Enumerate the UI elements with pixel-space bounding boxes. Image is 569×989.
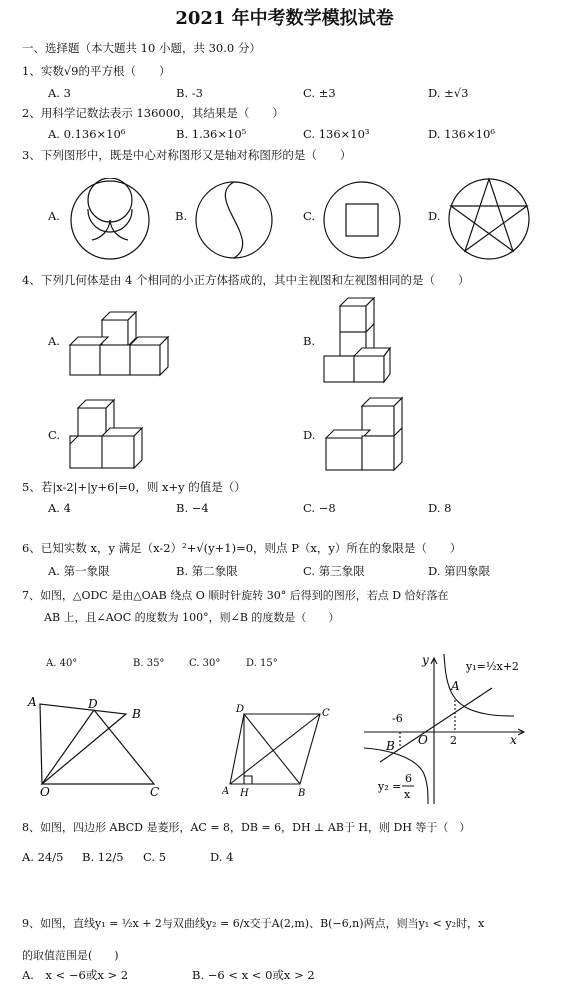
q6-option-a: A. 第一象限 [48,564,110,578]
graph-label-origin: O [418,733,428,747]
q4-figure-a [68,305,176,377]
q4-figure-d [322,396,408,474]
graph-label-neg6: -6 [392,712,403,725]
q2-option-c: C. 136×10³ [303,127,370,141]
q9-option-a: A. x < −6或x > 2 [22,968,129,982]
section-heading: 一、选择题（本大题共 10 小题，共 30.0 分） [22,41,261,55]
q5-option-d: D. 8 [428,501,452,515]
page-title: 2021 年中考数学模拟试卷 [175,8,394,29]
q7-option-b: B. 35° [133,658,165,669]
q6-option-b: B. 第二象限 [176,564,238,578]
q4-figure-c [66,398,152,474]
rhombus-label-b: B [298,788,306,798]
graph-label-y2-den: x [404,788,411,801]
q6-stem: 6、已知实数 x，y 满足（x-2）²+√(y+1)=0，则点 P（x，y）所在的象限是（ ） [22,541,462,555]
graph-label-a: A [451,679,460,693]
q1-option-b: B. -3 [176,86,203,100]
q5-option-b: B. −4 [176,501,209,515]
q8-option-b: B. 12/5 [82,850,124,864]
q7-stem-line1: 7、如图，△ODC 是由△OAB 绕点 O 顺时针旋转 30° 后得到的图形，若点 D 恰好落在 [22,589,449,602]
graph-label-2: 2 [450,734,457,747]
rhombus-figure [222,700,340,798]
q4-stem: 4、下列几何体是由 4 个相同的小正方体搭成的，其中主视图和左视图相同的是（ ） [22,273,470,287]
q3-figure-d [447,174,531,262]
tri-label-c: C [150,785,160,798]
q2-option-a: A. 0.136×10⁶ [48,127,126,141]
q4-label-b: B. [303,334,316,348]
q1-stem: 1、实数√9的平方根（ ） [22,64,171,78]
rotation-triangle-figure [22,692,172,798]
q9-stem-line1: 9、如图，直线y₁ = ½x + 2与双曲线y₂ = 6/x交于A(2,m)、B(−6,n)两点，则当y₁ < y₂时，x [22,917,485,930]
q3-label-a: A. [48,209,60,223]
q3-stem: 3、下列图形中，既是中心对称图形又是轴对称图形的是（ ） [22,148,352,162]
rhombus-label-c: C [322,708,330,719]
rhombus-label-d: D [236,704,245,715]
q8-stem: 8、如图，四边形 ABCD 是菱形，AC = 8，DB = 6，DH ⊥ AB于 H，则 DH 等于（ ） [22,821,471,834]
q9-option-b: B. −6 < x < 0或x > 2 [192,968,315,982]
q5-option-a: A. 4 [48,501,71,515]
q3-figure-c [322,178,404,262]
tri-label-b: B [132,707,141,721]
q3-label-d: D. [428,209,441,223]
q5-option-c: C. −8 [303,501,336,515]
function-graph-figure [360,650,532,810]
graph-label-y: y [422,653,429,667]
q5-stem: 5、若|x-2|+|y+6|=0，则 x+y 的值是（） [22,480,246,494]
q6-option-d: D. 第四象限 [428,564,491,578]
graph-label-x: x [510,733,517,747]
q7-option-a: A. 40° [46,658,78,669]
q6-option-c: C. 第三象限 [303,564,365,578]
q8-option-d: D. 4 [210,850,234,864]
q2-option-d: D. 136×10⁶ [428,127,495,141]
q4-label-c: C. [48,428,61,442]
q2-stem: 2、用科学记数法表示 136000，其结果是（ ） [22,106,284,120]
q1-option-d: D. ±√3 [428,86,469,100]
q3-figure-b [194,178,276,262]
q7-stem-line2: AB 上，且∠AOC 的度数为 100°，则∠B 的度数是（ ） [44,611,340,624]
q4-figure-b [320,296,392,386]
q3-label-c: C. [303,209,316,223]
graph-label-y1: y₁=½x+2 [466,660,519,673]
q8-option-a: A. 24/5 [22,850,64,864]
tri-label-d: D [88,697,98,711]
q2-option-b: B. 1.36×10⁵ [176,127,247,141]
q4-label-d: D. [303,428,316,442]
tri-label-a: A [28,695,37,709]
graph-label-b: B [386,739,395,753]
rhombus-label-h: H [240,788,249,798]
q3-label-b: B. [175,209,188,223]
graph-label-y2-lhs: y₂ = [378,780,402,793]
q1-option-a: A. 3 [48,86,71,100]
rhombus-label-a: A [222,786,230,797]
q1-option-c: C. ±3 [303,86,336,100]
q9-stem-line2: 的取值范围是( ) [22,949,119,962]
q7-option-d: D. 15° [246,658,278,669]
q3-figure-a [68,178,152,262]
q8-option-c: C. 5 [143,850,167,864]
tri-label-o: O [40,785,50,798]
q4-label-a: A. [48,334,60,348]
q7-option-c: C. 30° [189,658,221,669]
graph-label-y2-num: 6 [405,772,412,785]
